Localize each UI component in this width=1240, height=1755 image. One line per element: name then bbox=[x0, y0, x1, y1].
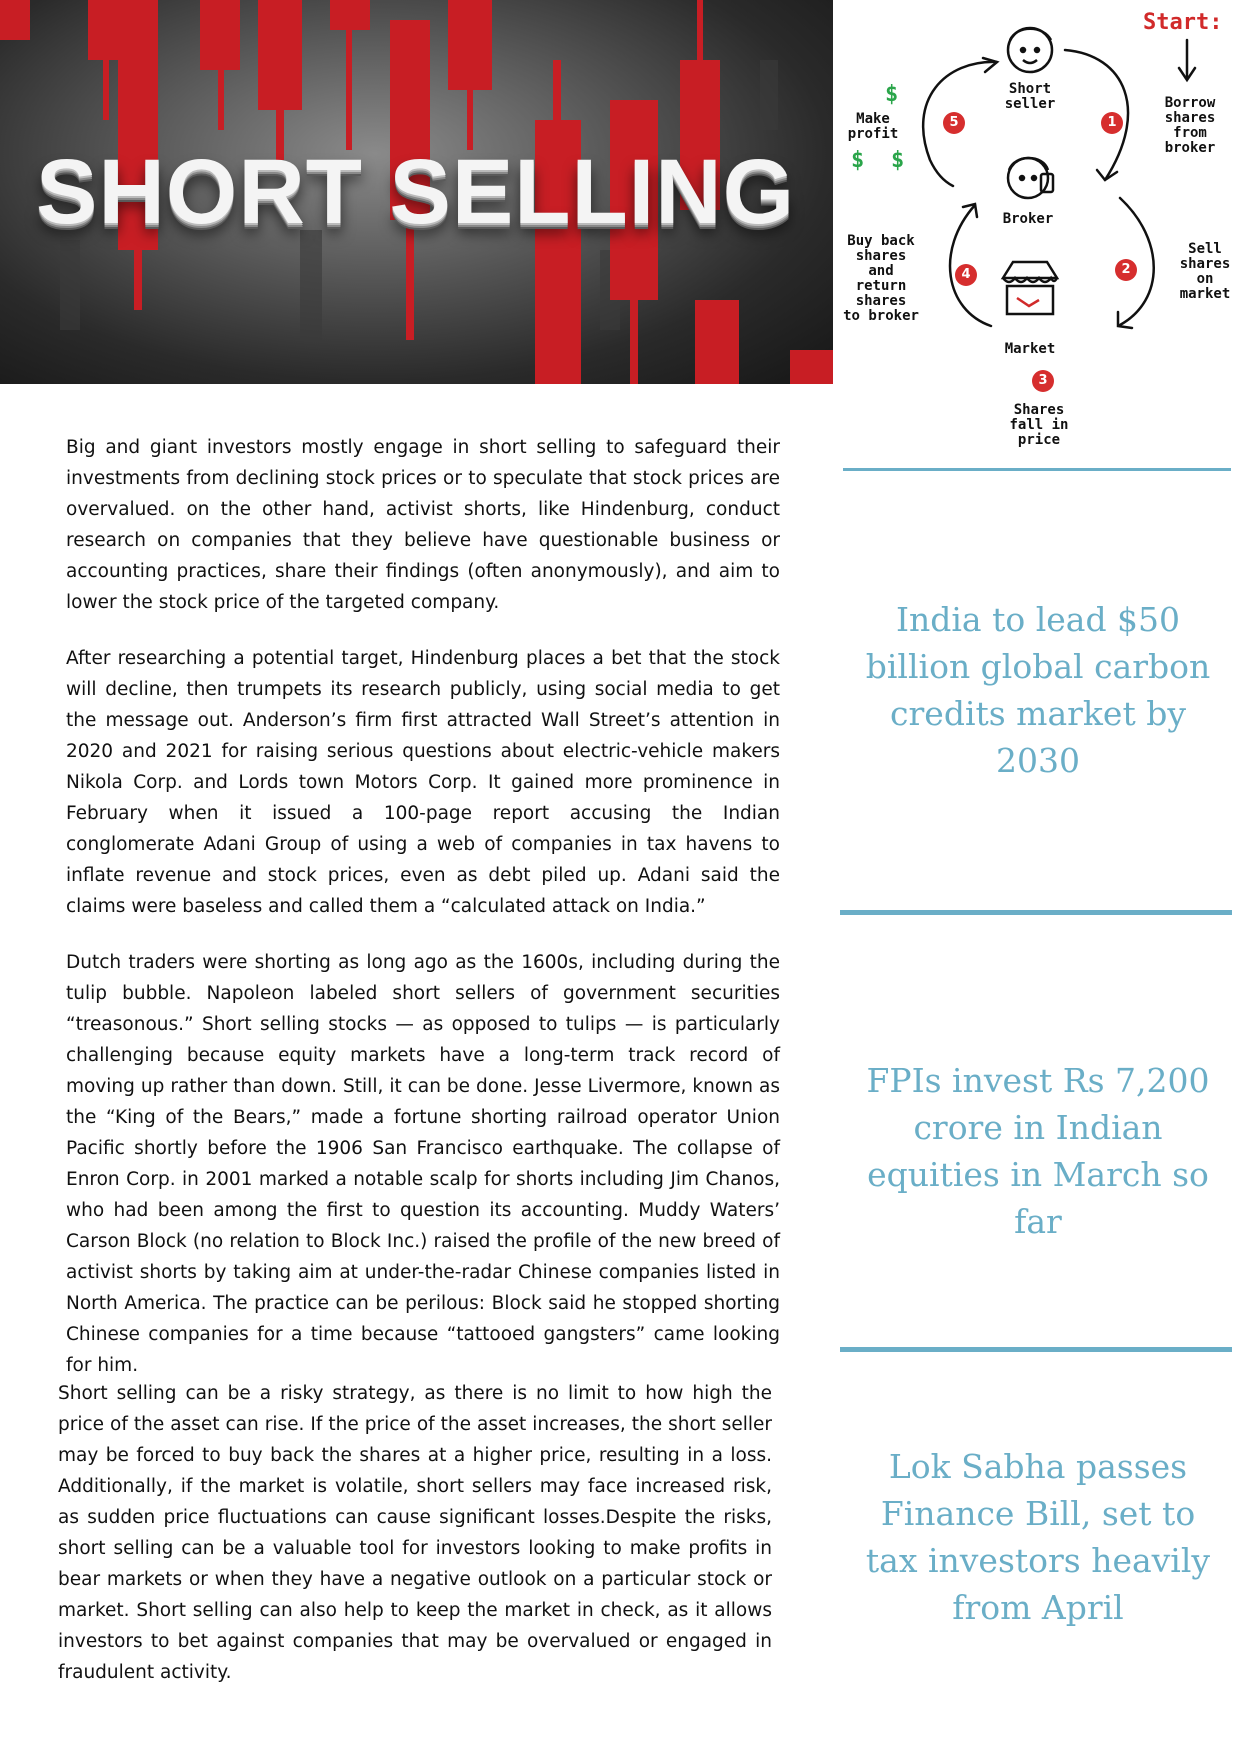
market-label: Market bbox=[1004, 341, 1056, 357]
article-paragraph-4: Short selling can be a risky strategy, as there is no limit to how high the price of the asset can rise. If the price of the asset increases, the short seller may be forced to buy back the shares at a higher price, resulting in a loss. Additionally, if the market is volatile, short sellers may face increased risk, as sudden price fluctuations can cause significant losses.Despite the risks, short selling can be a valuable tool for investors looking to make profits in bear markets or when they have a negative outlook on a particular stock or market. Short selling can also help to keep the market in check, as it allows investors to bet against companies that may be overvalued or engaged in fraudulent activity. bbox=[58, 1383, 772, 1683]
dollar-sign-icon: $ bbox=[885, 82, 899, 107]
step-3-badge: 3 bbox=[1032, 370, 1054, 392]
banner-title: SHORT SELLING bbox=[36, 141, 796, 243]
step-1-text: Borrow shares from broker bbox=[1164, 95, 1216, 156]
step-4-badge: 4 bbox=[955, 264, 977, 286]
dollar-sign-icon: $ bbox=[851, 148, 865, 173]
step-2-text: Sell shares on market bbox=[1179, 241, 1231, 302]
broker-label: Broker bbox=[1002, 211, 1054, 227]
start-label: Start: bbox=[1143, 10, 1223, 35]
short-seller-label: Short seller bbox=[1004, 81, 1056, 112]
arrow-5-head bbox=[983, 58, 997, 72]
dollar-sign-icon: $ bbox=[891, 148, 905, 173]
short-selling-diagram bbox=[835, 0, 1240, 460]
market-icon bbox=[1003, 262, 1057, 314]
step-5-badge: 5 bbox=[943, 112, 965, 134]
step-4-text: Buy back shares and return shares to broker bbox=[843, 233, 919, 324]
step-3-text: Shares fall in price bbox=[1009, 402, 1069, 448]
broker-icon bbox=[1008, 158, 1053, 198]
sidebar-divider bbox=[843, 468, 1231, 471]
sidebar-divider bbox=[840, 910, 1232, 915]
banner-image bbox=[0, 0, 833, 384]
short-seller-icon bbox=[1008, 28, 1052, 72]
sidebar-divider bbox=[840, 1347, 1232, 1352]
sidebar-headline-1[interactable]: India to lead $50 billion global carbon credits market by 2030 bbox=[865, 600, 1211, 780]
step-2-badge: 2 bbox=[1115, 259, 1137, 281]
step-1-badge: 1 bbox=[1101, 112, 1123, 134]
sidebar-headline-2[interactable]: FPIs invest Rs 7,200 crore in Indian equities in March so far bbox=[866, 1061, 1210, 1241]
article-paragraph-2: After researching a potential target, Hindenburg places a bet that the stock will decline, then trumpets its research publicly, using social media to get the message out. Anderson’s firm first attracted Wall Street’s attention in 2020 and 2021 for raising serious questions about electric-vehicle makers Nikola Corp. and Lords town Motors Corp. It gained more prominence in February when it issued a 100-page report accusing the Indian conglomerate Adani Group of using a web of companies in tax havens to inflate revenue and stock prices, even as debt piled up. Adani said the claims were baseless and called them a “calculated attack on India.” bbox=[66, 648, 780, 917]
sidebar-headline-3[interactable]: Lok Sabha passes Finance Bill, set to tax investors heavily from April bbox=[865, 1447, 1211, 1627]
article-paragraph-3: Dutch traders were shorting as long ago as the 1600s, including during the tulip bubble. Napoleon labeled short sellers of government securities “treasonous.” Short selling stocks — as opposed to tulips — is particularly challenging because equity markets have a long-term track record of moving up rather than down. Still, it can be done. Jesse Livermore, known as the “King of the Bears,” made a fortune shorting railroad operator Union Pacific shortly before the 1906 San Francisco earthquake. The collapse of Enron Corp. in 2001 marked a notable scalp for shorts including Jim Chanos, who had been among the first to question its accounting. Muddy Waters’ Carson Block (no relation to Block Inc.) raised the profile of the new breed of activist shorts by taking aim at under-the-radar Chinese companies listed in North America. The practice can be perilous: Block said he stopped shorting Chinese companies for a time because “tattooed gangsters” came looking for him. bbox=[66, 952, 780, 1376]
article-paragraph-1: Big and giant investors mostly engage in short selling to safeguard their investments from declining stock prices or to speculate that stock prices are overvalued. on the other hand, activist shorts, like Hindenburg, conduct research on companies that they believe have questionable business or accounting practices, share their findings (often anonymously), and aim to lower the stock price of the targeted company. bbox=[66, 437, 780, 613]
step-5-text: Make profit bbox=[847, 111, 899, 142]
